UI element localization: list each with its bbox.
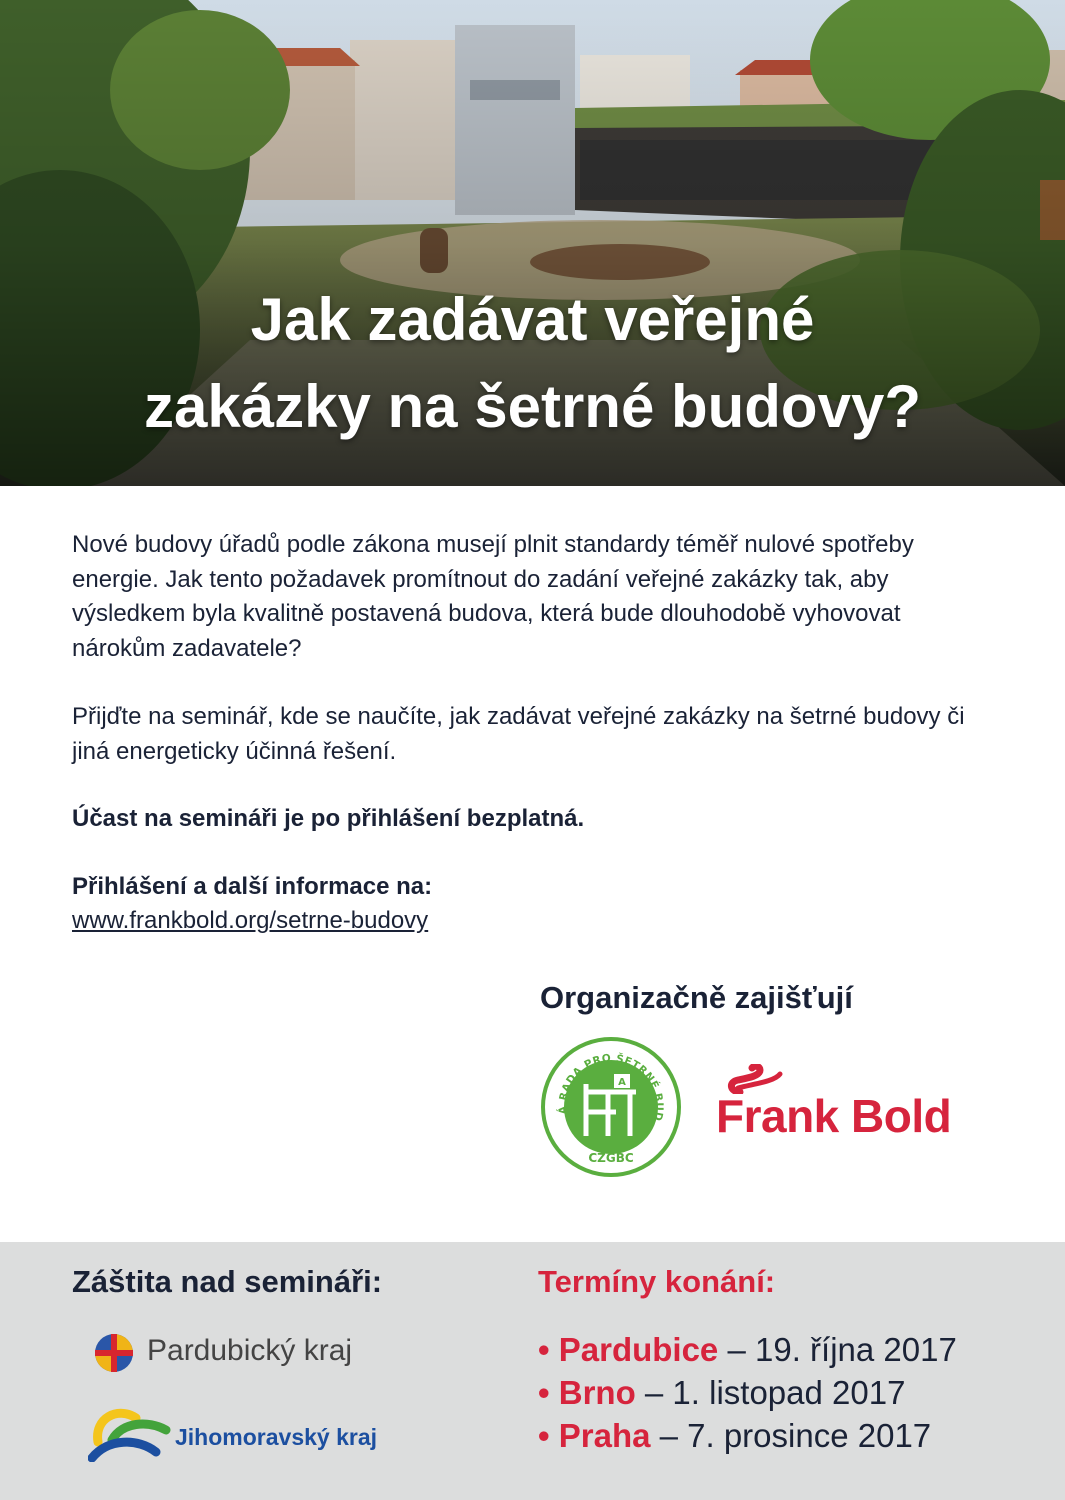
hero-title-line1: Jak zadávat veřejné xyxy=(250,286,815,353)
invitation-paragraph: Přijďte na seminář, kde se naučíte, jak zadávat veřejné zakázky na šetrné budovy či jiná energeticky účinná řešení. xyxy=(72,703,965,765)
czgbc-badge: A xyxy=(618,1077,626,1088)
czgbc-abbr: CZGBC xyxy=(588,1151,634,1165)
pardubicky-kraj-icon xyxy=(94,1333,134,1373)
registration-label: Přihlášení a další informace na: xyxy=(72,873,433,900)
patronage-heading: Záštita nad semináři: xyxy=(72,1264,383,1299)
schedule-city: Pardubice xyxy=(558,1331,719,1368)
pardubicky-kraj-name: Pardubický kraj xyxy=(147,1334,353,1367)
schedule-item-brno xyxy=(538,1371,957,1414)
registration-link[interactable]: www.frankbold.org/setrne-budovy xyxy=(72,907,429,934)
bullet-icon: • xyxy=(538,1331,550,1368)
schedule-heading: Termíny konání: xyxy=(538,1264,776,1299)
schedule-date: – 1. listopad 2017 xyxy=(635,1374,906,1411)
bullet-icon: • xyxy=(538,1374,550,1411)
hero-title-line2: zakázky na šetrné budovy? xyxy=(144,373,921,440)
czgbc-ring-text: Á RADA PRO ŠETRNÉ BUD xyxy=(556,1052,666,1123)
schedule-list xyxy=(538,1328,957,1457)
free-attendance-note: Účast na semináři je po přihlášení bezplatná. xyxy=(72,805,585,832)
schedule-city: Brno xyxy=(558,1374,636,1411)
frank-bold-logo-text: Frank Bold xyxy=(716,1090,952,1142)
czgbc-logo xyxy=(540,1036,682,1183)
bullet-icon: • xyxy=(538,1417,550,1454)
schedule-item-praha xyxy=(538,1414,957,1457)
schedule-item-pardubice xyxy=(538,1328,957,1371)
schedule-date: – 7. prosince 2017 xyxy=(650,1417,932,1454)
hero-photo xyxy=(0,0,1065,486)
intro-paragraph: Nové budovy úřadů podle zákona musejí plnit standardy téměř nulové spotřeby energie. Jak tento požadavek promítnout do zadání veřejné zakázky tak, aby výsledkem byla kvalitně postavená budova, která bude dlouhodobě vyhovovat nárokům zadavatele? xyxy=(72,531,914,662)
organizers-heading: Organizačně zajišťují xyxy=(540,980,853,1015)
schedule-city: Praha xyxy=(558,1417,651,1454)
jihomoravsky-kraj-icon xyxy=(88,1400,172,1462)
jihomoravsky-kraj-name: Jihomoravský kraj xyxy=(175,1424,378,1450)
schedule-date: – 19. října 2017 xyxy=(718,1331,957,1368)
